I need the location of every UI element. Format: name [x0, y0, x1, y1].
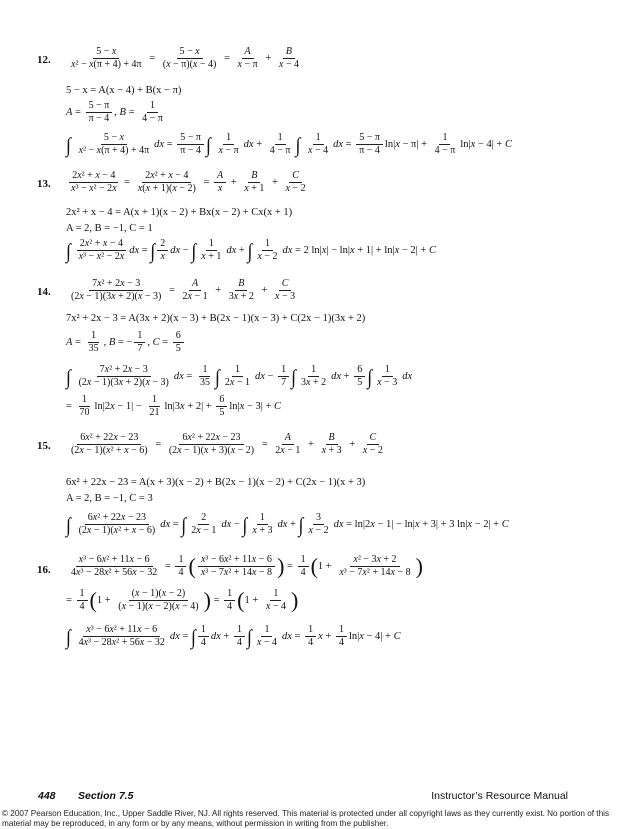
equation-15-1: $\frac{\text{6x² + 22x − 23}}{\text{(2x − 1)(x² + x − 6)}}$ = $\frac{\text{6x² + 22x − 23}}{(2x - 1)(x + 3)(x - 2)}$ = $\frac{A}{2x - 1}$ + $\frac{B}{x + 3}$ + $\frac{C}{x - 2}$: [71, 432, 383, 456]
result-14: = $\frac{1}{70}$ ln|2x − 1| − $\frac{1}{21}$ ln|3x + 2| + $\frac{6}{5}$ ln|x − 3| + C: [66, 394, 282, 418]
integral-14: ∫ $\frac{\text{7x² + 2x − 3}}{(2x - 1)(3x + 2)(x - 3)}$ dx = $\frac{1}{35}$ ∫ $\frac{1}{2x - 1}$ dx − $\frac{1}{7}$ ∫ $\frac{1}{3x + 2}$ dx + $\frac{6}{5}$ ∫ $\frac{1}{x - 3}$ dx: [66, 364, 413, 388]
equation-16-2: = $\frac{1}{4}$ (1 + $\frac{(x - 1)(x - 2)}{(x - 1)(x - 2)(x - 4)}$ ) = $\frac{1}{4}$ (1 + $\frac{1}{x - 4}$ ): [66, 587, 299, 613]
page-number: 448: [38, 790, 56, 802]
equation-12-2: 5 − x = A(x − 4) + B(x − π): [66, 85, 182, 96]
problem-number: 13.: [37, 178, 51, 190]
copyright-notice: © 2007 Pearson Education, Inc., Upper Saddle River, NJ. All rights reserved. This material is protected under all copyright laws as they currently exist. No portion of this material may be reproduced, in any form or by any means, without permission in writing from the publisher.: [2, 809, 610, 828]
integral-12: ∫ $\frac{5 - x}{\text{x² − x(π + 4) + 4π}}$ dx = $\frac{5 - \pi}{\pi - 4}$ ∫ $\frac{1}{x - \pi}$ dx + $\frac{1}{4 - \pi}$ ∫ $\frac{1}{x - 4}$ dx = $\frac{5 - \pi}{\pi - 4}$ ln|x − π| + $\frac{1}{4 - \pi}$ ln|x − 4| + C: [66, 132, 512, 156]
problem-number: 16.: [37, 564, 51, 576]
equation-12-3: A = $\frac{5 - \pi}{\pi - 4}$ , B = $\frac{1}{4 - \pi}$: [66, 100, 163, 124]
equation-15-3: A = 2, B = −1, C = 3: [66, 493, 153, 504]
integral-15: ∫ $\frac{\text{6x² + 22x − 23}}{\text{(2x − 1)(x² + x − 6)}}$ dx = ∫ $\frac{2}{2x - 1}$ dx − ∫ $\frac{1}{x + 3}$ dx + ∫ $\frac{3}{x - 2}$ dx = ln|2x − 1| − ln|x + 3| + 3 ln|x − 2| + C: [66, 512, 509, 536]
equation-13-3: A = 2, B = −1, C = 1: [66, 223, 153, 234]
equation-12-1: $\frac{5 - x}{\text{x² − x(π + 4) + 4π}}$ = $\frac{5 - x}{(x - \pi)(x - 4)}$ = $\frac{A}{x - \pi}$ + $\frac{B}{x - 4}$: [71, 46, 299, 70]
equation-13-2: 2x² + x − 4 = A(x + 1)(x − 2) + Bx(x − 2) + Cx(x + 1): [66, 207, 293, 218]
equation-16-1: $\frac{\text{x³ − 6x² + 11x − 6}}{\text{4x³ − 28x² + 56x − 32}}$ = $\frac{1}{4}$ ( $\frac{\text{x³ − 6x² + 11x − 6}}{\text{x³ − 7x² + 14x − 8}}$ ) = $\frac{1}{4}$ (1 + $\frac{\text{x² − 3x + 2}}{\text{x³ − 7x² + 14x − 8}}$ ): [71, 553, 423, 579]
equation-14-2: 7x² + 2x − 3 = A(3x + 2)(x − 3) + B(2x − 1)(x − 3) + C(2x − 1)(3x + 2): [66, 313, 366, 324]
equation-14-3: A = $\frac{1}{35}$ , B = − $\frac{1}{7}$ , C = $\frac{6}{5}$: [66, 330, 186, 355]
manual-title: Instructor’s Resource Manual: [431, 790, 568, 802]
problem-number: 14.: [37, 286, 51, 298]
equation-15-2: 6x² + 22x − 23 = A(x + 3)(x − 2) + B(2x − 1)(x − 2) + C(2x − 1)(x + 3): [66, 477, 366, 488]
equation-13-1: $\frac{\text{2x² + x − 4}}{\text{x³ − x² − 2x}}$ = $\frac{\text{2x² + x − 4}}{x(x + 1)(x - 2)}$ = $\frac{A}{x}$ + $\frac{B}{x + 1}$ + $\frac{C}{x - 2}$: [71, 170, 306, 194]
problem-number: 12.: [37, 54, 51, 66]
section-label: Section 7.5: [78, 790, 134, 802]
integral-16: ∫ $\frac{\text{x³ − 6x² + 11x − 6}}{\text{4x³ − 28x² + 56x − 32}}$ dx = ∫ $\frac{1}{4}$ dx + $\frac{1}{4}$ ∫ $\frac{1}{x - 4}$ dx = $\frac{1}{4}$ x + $\frac{1}{4}$ ln|x − 4| + C: [66, 624, 401, 648]
integral-13: ∫ $\frac{\text{2x² + x − 4}}{\text{x³ − x² − 2x}}$ dx = ∫ $\frac{2}{x}$ dx − ∫ $\frac{1}{x + 1}$ dx + ∫ $\frac{1}{x - 2}$ dx = 2 ln|x| − ln|x + 1| + ln|x − 2| + C: [66, 238, 436, 262]
equation-14-1: $\frac{\text{7x² + 2x − 3}}{(2x - 1)(3x + 2)(x - 3)}$ = $\frac{A}{2x - 1}$ + $\frac{B}{3x + 2}$ + $\frac{C}{x - 3}$: [71, 278, 296, 302]
problem-number: 15.: [37, 440, 51, 452]
